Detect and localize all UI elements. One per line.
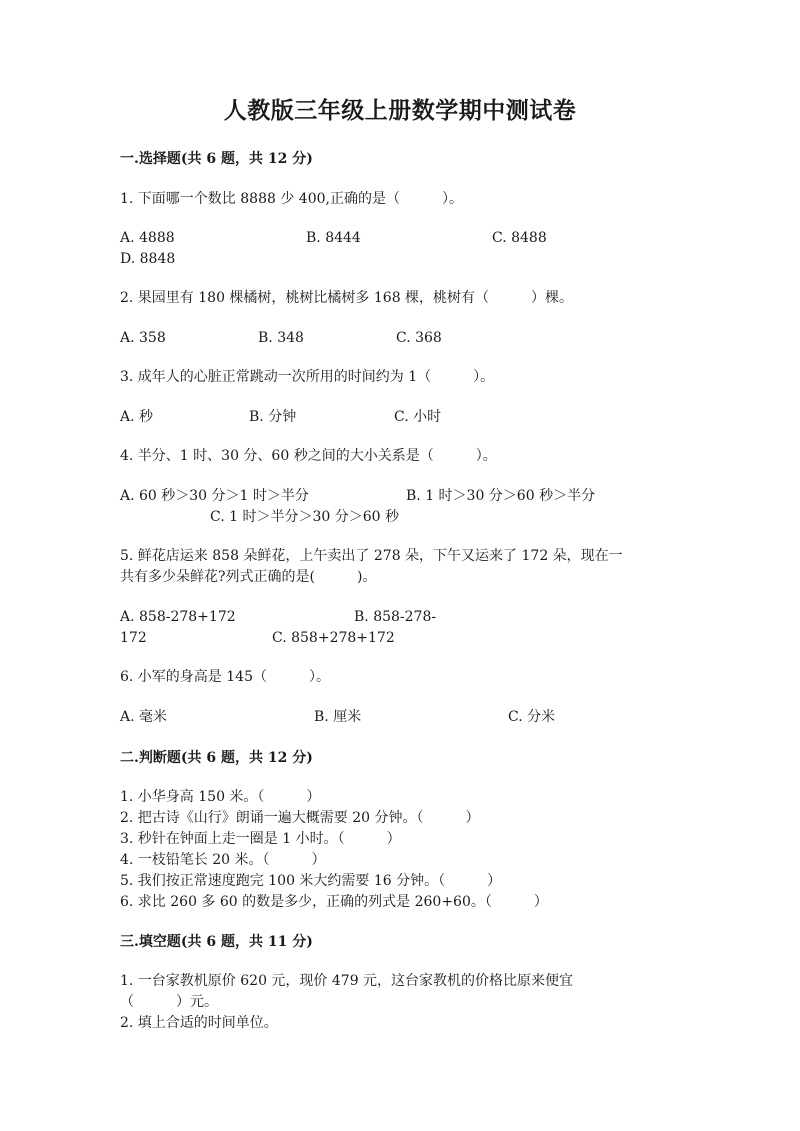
- question-text: 2. 果园里有 180 棵橘树，桃树比橘树多 168 棵，桃树有（ ）棵。: [120, 290, 574, 306]
- list-item: 3. 秒针在钟面上走一圈是 1 小时。（ ）: [120, 831, 401, 847]
- option-c: C. 小时: [394, 409, 442, 425]
- list-item: 5. 我们按正常速度跑完 100 米大约需要 16 分钟。（ ）: [120, 873, 502, 889]
- option-a: A. 60 秒＞30 分＞1 时＞半分: [120, 488, 309, 504]
- page-title: 人教版三年级上册数学期中测试卷: [223, 97, 577, 124]
- option-c: C. 858+278+172: [272, 630, 395, 646]
- option-b: B. 348: [258, 330, 304, 346]
- question-text-line1: 5. 鲜花店运来 858 朵鲜花，上午卖出了 278 朵，下午又运来了 172 朵，现在一: [120, 548, 623, 564]
- option-a: A. 毫米: [120, 709, 168, 725]
- list-item: 4. 一枝铅笔长 20 米。（ ）: [120, 852, 326, 868]
- option-c: C. 368: [396, 330, 442, 346]
- question-text-line2: 共有多少朵鲜花?列式正确的是( )。: [120, 569, 377, 585]
- option-d: D. 8848: [120, 251, 176, 267]
- section-heading-choice: 一.选择题(共 6 题，共 12 分): [120, 151, 313, 167]
- list-item: 2. 把古诗《山行》朗诵一遍大概需要 20 分钟。（ ）: [120, 810, 480, 826]
- option-b-continued: 172: [120, 630, 147, 646]
- list-item: 2. 填上合适的时间单位。: [120, 1015, 278, 1031]
- option-c: C. 1 时＞半分＞30 分＞60 秒: [210, 509, 399, 525]
- option-a: A. 秒: [120, 409, 154, 425]
- option-a: A. 4888: [120, 230, 175, 246]
- list-item: 1. 小华身高 150 米。（ ）: [120, 789, 321, 805]
- option-c: C. 8488: [492, 230, 547, 246]
- option-b: B. 858-278-: [354, 609, 437, 625]
- question-text: 3. 成年人的心脏正常跳动一次所用的时间约为 1（ ）。: [120, 369, 495, 385]
- option-b: B. 1 时＞30 分＞60 秒＞半分: [406, 488, 596, 504]
- list-item: 6. 求比 260 多 60 的数是多少，正确的列式是 260+60。（ ）: [120, 894, 548, 910]
- list-item-line1: 1. 一台家教机原价 620 元，现价 479 元，这台家教机的价格比原来便宜: [120, 973, 574, 989]
- section-heading-fill: 三.填空题(共 6 题，共 11 分): [120, 934, 313, 950]
- option-c: C. 分米: [508, 709, 556, 725]
- option-a: A. 858-278+172: [120, 609, 236, 625]
- section-heading-judgement: 二.判断题(共 6 题，共 12 分): [120, 750, 313, 766]
- option-b: B. 8444: [306, 230, 361, 246]
- question-text: 4. 半分、1 时、30 分、60 秒之间的大小关系是（ ）。: [120, 448, 497, 464]
- option-a: A. 358: [120, 330, 166, 346]
- option-b: B. 厘米: [314, 709, 362, 725]
- list-item-line2: （ ）元。: [120, 994, 218, 1010]
- question-text: 6. 小军的身高是 145（ ）。: [120, 669, 330, 685]
- option-b: B. 分钟: [249, 409, 297, 425]
- question-text: 1. 下面哪一个数比 8888 少 400,正确的是（ ）。: [120, 191, 463, 207]
